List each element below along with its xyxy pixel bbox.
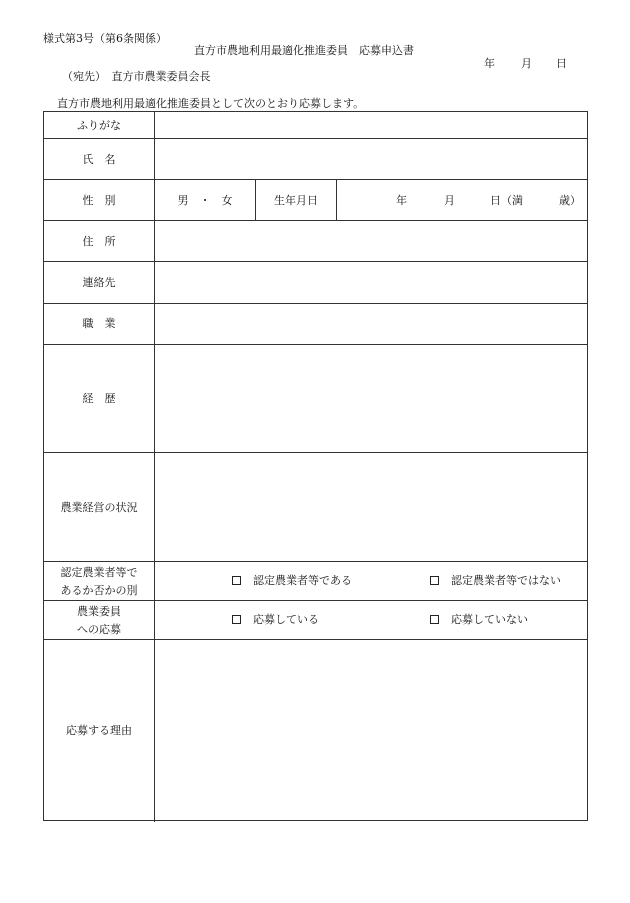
occupation-label: 職 業 [82,317,116,330]
dob-label: 生年月日 [274,194,318,207]
contact-field[interactable] [155,262,588,303]
address-field[interactable] [155,221,588,261]
furigana-label: ふりがな [77,119,121,132]
committee-label-line1: 農業委員 [77,605,121,618]
certified-label-line2: あるか否かの別 [60,584,138,597]
committee-no-option[interactable] [430,614,528,625]
committee-label-line2: への応募 [77,623,121,636]
reason-field[interactable] [155,640,588,820]
certified-label-line1: 認定農業者等で [60,566,138,579]
dob-year-label: 年 [396,194,407,207]
farming-status-label: 農業経営の状況 [60,501,138,514]
checkbox-icon[interactable] [232,615,241,624]
age-unit-label: 歳） [559,194,581,207]
date-day-label: 日 [556,57,567,70]
furigana-field[interactable] [155,112,588,138]
row-divider [44,179,587,180]
reason-label: 応募する理由 [66,724,132,737]
occupation-field[interactable] [155,304,588,344]
column-divider [336,179,337,220]
certified-yes-label: 認定農業者等である [253,574,352,587]
row-divider [44,600,587,601]
application-form-table [43,111,588,821]
committee-yes-label: 応募している [253,613,319,626]
checkbox-icon[interactable] [232,576,241,585]
gender-label: 性 別 [82,194,116,207]
date-month-label: 月 [521,57,532,70]
name-field[interactable] [155,139,588,179]
committee-yes-option[interactable] [232,614,319,625]
farming-status-field[interactable] [155,453,588,561]
career-label: 経 歴 [82,392,116,405]
certified-yes-option[interactable] [232,575,352,586]
checkbox-icon[interactable] [430,576,439,585]
form-reference: 様式第3号（第6条関係） [43,32,167,45]
checkbox-icon[interactable] [430,615,439,624]
contact-label: 連絡先 [82,276,116,289]
date-year-label: 年 [484,57,495,70]
address-label: 住 所 [82,235,116,248]
row-divider [44,561,587,562]
intro-text: 直方市農地利用最適化推進委員として次のとおり応募します。 [57,97,365,110]
gender-options[interactable]: 男 ・ 女 [177,194,233,207]
page-title: 直方市農地利用最適化推進委員 応募申込書 [194,44,414,57]
certified-no-label: 認定農業者等ではない [451,574,561,587]
certified-no-option[interactable] [430,575,561,586]
addressee: （宛先） 直方市農業委員会長 [62,70,211,83]
career-field[interactable] [155,345,588,452]
committee-no-label: 応募していない [451,613,528,626]
dob-month-label: 月 [444,194,455,207]
dob-day-age-label: 日（満 [490,194,523,207]
name-label: 氏 名 [82,153,116,166]
